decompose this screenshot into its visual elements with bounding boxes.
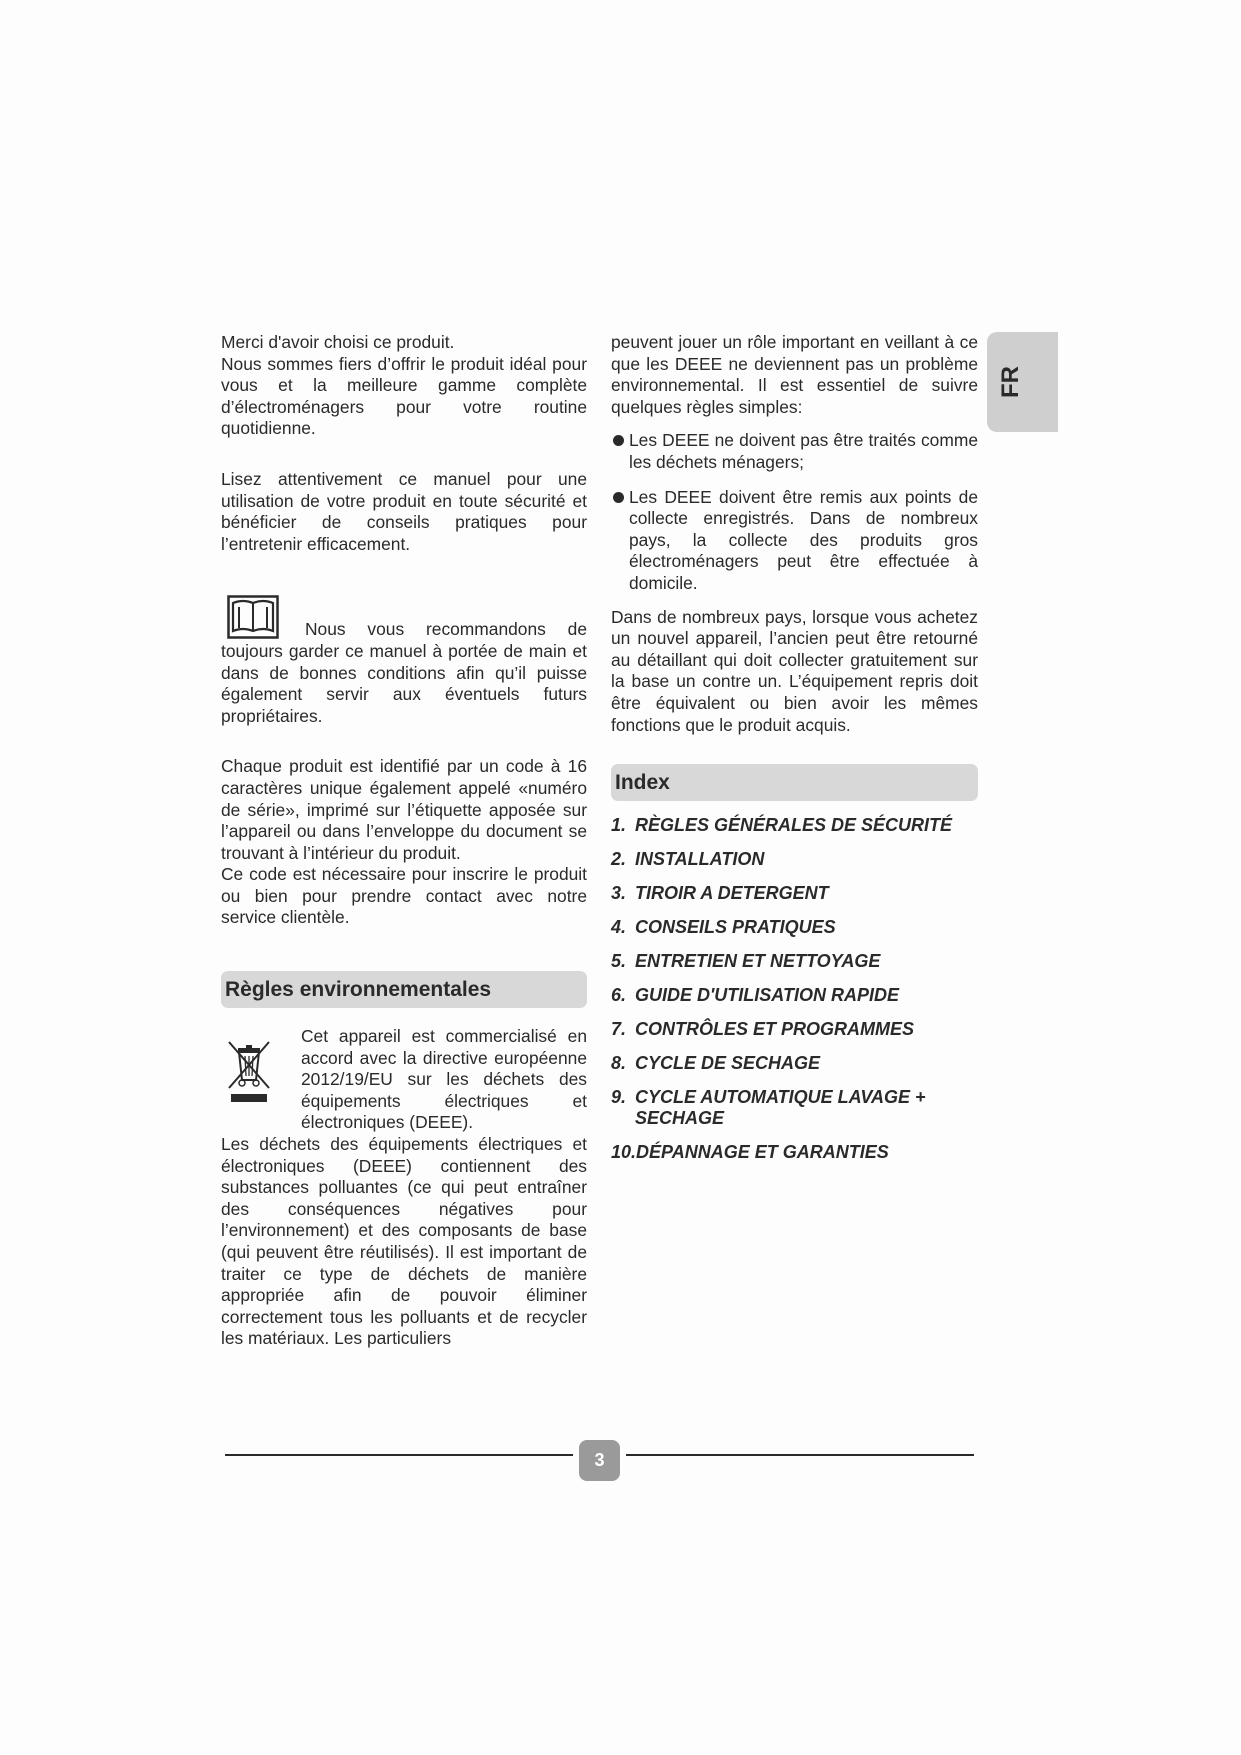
- weee-bullet-2-text: Les DEEE doivent être remis aux points de collecte enregistrés. Dans de nombreux pays, la collecte des produits gros électroménagers peut être effectuée à domicile.: [629, 486, 978, 593]
- serial-number-text: Chaque produit est identifié par un code à 16 caractères unique également appelé «numéro de série», imprimé sur l’étiquette apposée sur l’appareil ou dans l’enveloppe du document se trouvant à l’intérieur du produit.: [221, 756, 587, 863]
- language-tab: [987, 332, 1058, 432]
- index-item[interactable]: 2. INSTALLATION: [611, 849, 765, 870]
- weee-block: [221, 1026, 587, 1134]
- weee-continued-text: peuvent jouer un rôle important en veillant à ce que les DEEE ne deviennent pas un problème environnemental. Il est essentiel de suivre quelques règles simples:: [611, 332, 978, 417]
- weee-bin-icon: [221, 1026, 301, 1134]
- left-column: [221, 332, 587, 1350]
- manual-keep-text: Nous vous recommandons de toujours garder ce manuel à portée de main et dans de bonnes conditions afin qu’il puisse également servir aux éventuels futurs propriétaires.: [221, 619, 587, 726]
- intro-thanks: Merci d'avoir choisi ce produit.: [221, 332, 455, 352]
- weee-bullet-1: [611, 430, 978, 473]
- footer-rule-left: [225, 1454, 573, 1456]
- weee-directive-text: Cet appareil est commercialisé en accord avec la directive européenne 2012/19/EU sur les déchets des équipements électriques et électroniques (DEEE).: [301, 1026, 587, 1133]
- manual-keep-block: [221, 595, 587, 727]
- index-item[interactable]: 9. CYCLE AUTOMATIQUE LAVAGE + SECHAGE: [611, 1087, 926, 1129]
- index-item[interactable]: 10. DÉPANNAGE ET GARANTIES: [611, 1142, 889, 1163]
- index-heading: Index: [611, 764, 978, 801]
- index-item[interactable]: 8. CYCLE DE SECHAGE: [611, 1053, 821, 1074]
- index-list: [611, 815, 978, 1163]
- bullet-dot-icon: [613, 435, 624, 446]
- env-heading: Règles environnementales: [221, 971, 587, 1008]
- weee-body-text: Les déchets des équipements électriques et électroniques (DEEE) contiennent des substances polluantes (ce qui peut entraîner des conséquences négatives pour l’environnement) et des composants de base (qui peuvent être réutilisés). Il est important de traiter ce type de déchets de manière appropriée afin de pouvoir éliminer correctement tous les polluants et de recycler les matériaux. Les particuliers: [221, 1134, 587, 1349]
- weee-bullet-2: [611, 487, 978, 595]
- index-item[interactable]: 1. RÈGLES GÉNÉRALES DE SÉCURITÉ: [611, 815, 953, 836]
- language-tab-label: FR: [997, 366, 1024, 398]
- right-column: [611, 332, 978, 1176]
- intro-pride: Nous sommes fiers d’offrir le produit idéal pour vous et la meilleure gamme complète d’électroménagers pour votre routine quotidienne.: [221, 353, 587, 439]
- weee-closing-text: Dans de nombreux pays, lorsque vous achetez un nouvel appareil, l’ancien peut être retourné au détaillant qui doit collecter gratuitement sur la base un contre un. L’équipement repris doit être équivalent ou bien avoir les mêmes fonctions que le produit acquis.: [611, 606, 978, 735]
- serial-code-usage-text: Ce code est nécessaire pour inscrire le produit ou bien pour prendre contact avec notre service clientèle.: [221, 864, 587, 928]
- page-number: 3: [579, 1440, 620, 1481]
- index-item[interactable]: 7. CONTRÔLES ET PROGRAMMES: [611, 1019, 915, 1040]
- index-item[interactable]: 4. CONSEILS PRATIQUES: [611, 917, 836, 938]
- index-item[interactable]: 5. ENTRETIEN ET NETTOYAGE: [611, 951, 881, 972]
- book-icon: [227, 595, 287, 641]
- weee-bullet-1-text: Les DEEE ne doivent pas être traités comme les déchets ménagers;: [629, 430, 978, 472]
- footer-rule-right: [626, 1454, 974, 1456]
- index-item[interactable]: 6. GUIDE D'UTILISATION RAPIDE: [611, 985, 899, 1006]
- intro-read-manual: Lisez attentivement ce manuel pour une utilisation de votre produit en toute sécurité et bénéficier de conseils pratiques pour l’entretenir efficacement.: [221, 468, 587, 554]
- index-item[interactable]: 3. TIROIR A DETERGENT: [611, 883, 829, 904]
- bullet-dot-icon: [613, 492, 624, 503]
